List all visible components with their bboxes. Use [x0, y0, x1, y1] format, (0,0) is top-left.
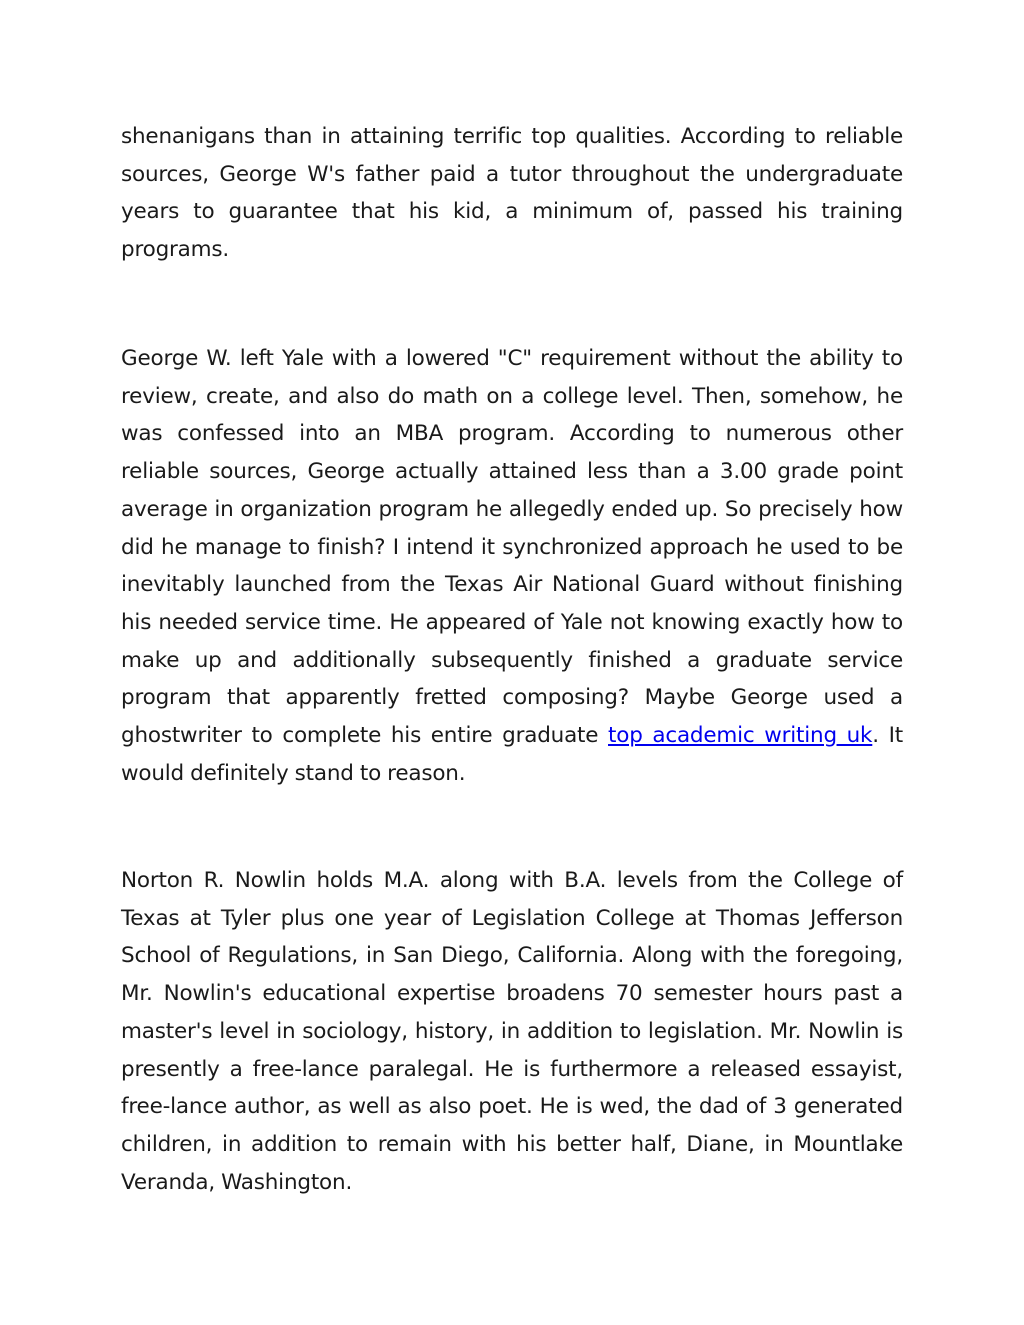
paragraph-3: Norton R. Nowlin holds M.A. along with B.A. levels from the College of Texas at Tyler plus one year of Legislation College at Thomas Jefferson School of Regulations, in San Diego, California. Along with the foregoing, Mr. Nowlin's educational expertise broadens 70 semester hours past a master's level in sociology, history, in addition to legislation. Mr. Nowlin is presently a free-lance paralegal. He is furthermore a released essayist, free-lance author, as well as also poet. He is wed, the dad of 3 generated children, in addition to remain with his better half, Diane, in Mountlake Veranda, Washington. — [121, 868, 903, 1195]
paragraph-2-text-after-link: . It would definitely stand to reason. — [121, 723, 904, 786]
paragraph-1: shenanigans than in attaining terrific top qualities. According to reliable sources, George W's father paid a tutor throughout the undergraduate years to guarantee that his kid, a minimum of, passed his training programs. — [121, 124, 903, 263]
top-academic-writing-link[interactable]: top academic writing uk — [608, 723, 873, 749]
paragraph-2 — [121, 340, 903, 792]
paragraph-2-text-before-link: George W. left Yale with a lowered "C" requirement without the ability to review, create, and also do math on a college level. Then, somehow, he was confessed into an MBA program. According to numerous other reliable sources, George actually attained less than a 3.00 grade point average in organization program he allegedly ended up. So precisely how did he manage to finish? I intend it synchronized approach he used to be inevitably launched from the Texas Air National Guard without finishing his needed service time. He appeared of Yale not knowing exactly how to make up and additionally subsequently finished a graduate service program that apparently fretted composing? Maybe George used a ghostwriter to complete his entire graduate — [121, 346, 903, 749]
